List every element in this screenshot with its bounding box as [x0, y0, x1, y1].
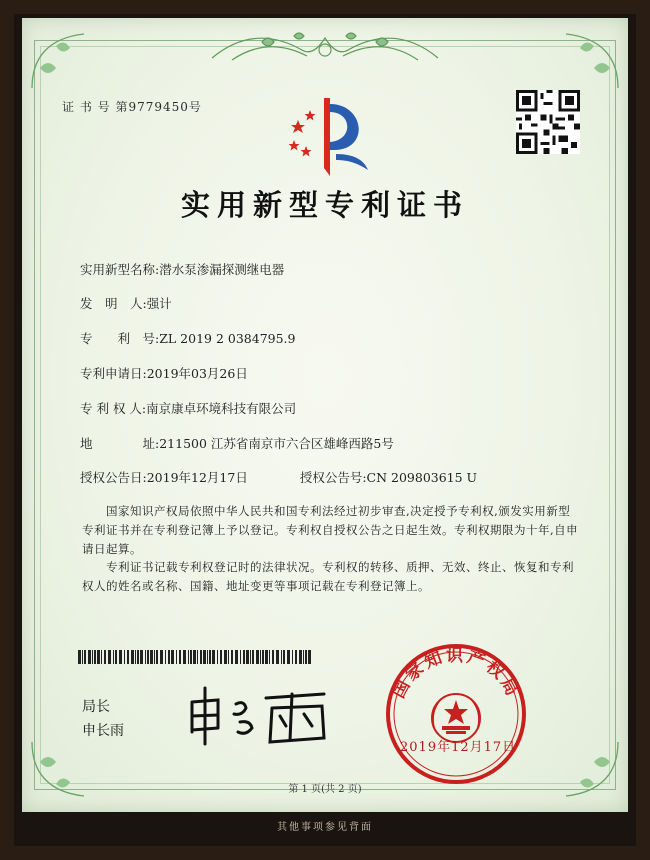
field-patentee	[80, 399, 296, 417]
field-value: 2019年03月26日	[146, 366, 248, 381]
back-notice: 其他事项参见背面	[277, 822, 373, 833]
field-inventor	[80, 294, 172, 312]
field-label: 专利申请日:	[80, 366, 147, 381]
field-value: 211500 江苏省南京市六合区雄峰西路5号	[159, 436, 394, 451]
field-label: 实用新型名称:	[80, 262, 160, 277]
field-label: 发 明 人:	[80, 296, 147, 311]
grant-statement: 国家知识产权局依照中华人民共和国专利法经过初步审查,决定授予专利权,颁发实用新型专利证书并在专利登记簿上予以登记。专利权自授权公告之日起生效。专利权期限为十年,自申请日起算。	[82, 504, 579, 556]
director-title: 局长	[82, 699, 110, 715]
field-label: 地 址:	[80, 436, 160, 451]
director-signature	[184, 680, 334, 750]
certificate-title: 实用新型专利证书	[180, 188, 469, 222]
director-name: 申长雨	[82, 723, 124, 739]
page-indicator: 第 1 页(共 2 页)	[288, 784, 362, 795]
announce-date-label: 授权公告日:	[80, 470, 147, 485]
seal-text: 国家知识产权局	[388, 646, 524, 702]
field-application-date	[80, 364, 248, 382]
official-seal	[382, 640, 530, 788]
top-ornament	[202, 28, 448, 68]
corner-ornament-top-right	[552, 28, 622, 98]
seal-date: 2019年12月17日	[400, 740, 517, 755]
legal-status-statement: 专利证书记载专利权登记时的法律状况。专利权的转移、质押、无效、终止、恢复和专利权人的姓名或名称、国籍、地址变更等事项记载在专利登记簿上。	[82, 560, 574, 593]
field-label: 专 利 号:	[80, 331, 160, 346]
field-value: 强计	[146, 296, 172, 311]
announce-date-value: 2019年12月17日	[146, 470, 248, 485]
certificate-paper	[22, 18, 628, 812]
announce-number-value: CN 209803615 U	[366, 470, 478, 485]
field-announcement	[80, 468, 477, 486]
qr-code	[516, 90, 580, 154]
patent-office-logo	[284, 90, 374, 182]
certificate-number: 证 书 号 第9779450号	[62, 100, 202, 114]
corner-ornament-top-left	[28, 28, 98, 98]
field-value: 潜水泵渗漏探测继电器	[159, 262, 285, 277]
field-patent-number	[80, 329, 296, 347]
field-label: 专 利 权 人:	[80, 401, 147, 416]
announce-number-label: 授权公告号:	[299, 470, 367, 485]
barcode	[78, 650, 314, 664]
field-address	[80, 434, 394, 452]
field-value: 南京康卓环境科技有限公司	[146, 401, 297, 416]
field-utility-model-name	[80, 260, 284, 278]
field-value: ZL 2019 2 0384795.9	[159, 331, 296, 346]
